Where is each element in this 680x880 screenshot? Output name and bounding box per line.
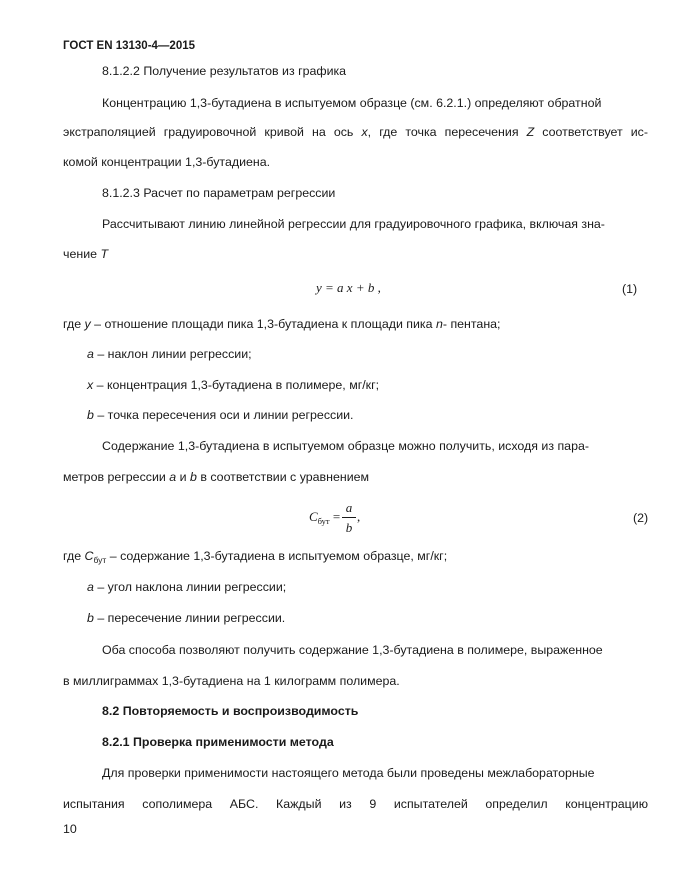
fraction-numerator: a <box>345 500 353 515</box>
equation-2-lhs: $C_{бут}$ = <box>309 509 341 526</box>
equation-2-number: (2) <box>633 511 649 525</box>
paragraph-line: в миллиграммах 1,3-бутадиена на 1 килограмм полимера. <box>63 674 400 688</box>
where-item: b – пересечение линии регрессии. <box>87 611 286 625</box>
page-number: 10 <box>63 822 77 836</box>
fraction-denominator: b <box>345 520 353 535</box>
paragraph-line: Рассчитывают линию линейной регрессии для градуировочного графика, включая зна- <box>102 217 605 231</box>
heading-8-1-2-3: 8.1.2.3 Расчет по параметрам регрессии <box>102 186 336 200</box>
where-item: a – угол наклона линии регрессии; <box>87 580 287 594</box>
where-item: a – наклон линии регрессии; <box>87 347 252 361</box>
equation-2-tail: , <box>357 509 361 524</box>
fraction-bar <box>342 517 356 518</box>
where-item: x – концентрация 1,3-бутадиена в полимере, мг/кг; <box>87 378 380 392</box>
heading-8-2-1: 8.2.1 Проверка применимости метода <box>102 735 334 749</box>
paragraph-line: Для проверки применимости настоящего метода были проведены межлабораторные <box>102 766 595 780</box>
heading-8-1-2-2: 8.1.2.2 Получение результатов из графика <box>102 64 347 78</box>
paragraph-line: Содержание 1,3-бутадиена в испытуемом образце можно получить, исходя из пара- <box>102 439 589 453</box>
paragraph-line: чение T <box>63 247 109 261</box>
where-lead-line: где y – отношение площади пика 1,3-бутадиена к площади пика n- пентана; <box>63 317 501 331</box>
where-item: b – точка пересечения оси и линии регрессии. <box>87 408 354 422</box>
paragraph-line: метров регрессии a и b в соответствии с уравнением <box>63 470 370 484</box>
equation-2-fraction <box>342 500 356 536</box>
paragraph-line: комой концентрации 1,3-бутадиена. <box>63 155 271 169</box>
paragraph-line: испытания сополимера АБС. Каждый из 9 испытателей определил концентрацию <box>63 797 648 811</box>
paragraph-line: Концентрацию 1,3-бутадиена в испытуемом образце (см. 6.2.1.) определяют обратной <box>102 96 602 110</box>
where-lead-line: где $C_{бут}$ – содержание 1,3-бутадиена в испытуемом образце, мг/кг; <box>63 549 448 565</box>
paragraph-line: экстраполяцией градуировочной кривой на ось x, где точка пересечения Z соответствует ис- <box>63 125 648 139</box>
equation-1: y = a x + b , <box>316 280 381 295</box>
heading-8-2: 8.2 Повторяемость и воспроизводимость <box>102 704 359 718</box>
equation-1-number: (1) <box>622 282 638 296</box>
paragraph-line: Оба способа позволяют получить содержание 1,3-бутадиена в полимере, выраженное <box>102 643 603 657</box>
standard-code-header: ГОСТ EN 13130-4—2015 <box>63 40 196 52</box>
